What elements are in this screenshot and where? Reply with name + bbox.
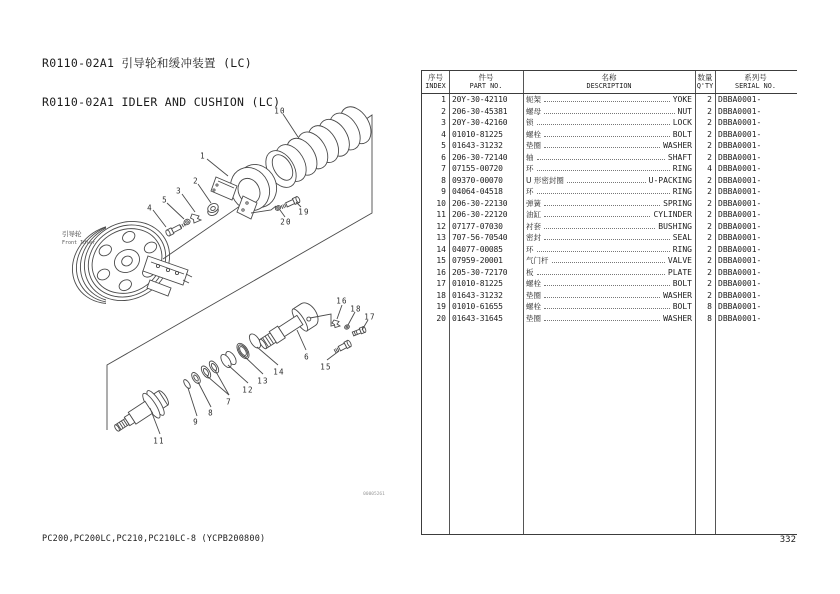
cell-qty: 2 [707,233,712,242]
cell-index: 5 [441,141,446,150]
dotted-leader [544,301,670,309]
description-cn: 衬套 [526,221,541,231]
cell-index: 13 [436,233,446,242]
cell-description [523,152,695,164]
part-callout-2: 2 [193,176,199,186]
nut-drawing [206,202,220,218]
description-cn: 环 [526,244,534,254]
cell-description [523,117,695,129]
table-row [422,186,797,198]
cell-description [523,163,695,175]
description-en: RING [672,164,692,173]
cell-index: 16 [436,267,446,277]
callout-leader-line [198,184,211,203]
cell-qty: 2 [707,175,712,185]
cell-serial: DBBA0001- [718,198,762,208]
cell-description [523,255,695,267]
cell-index: 19 [436,302,446,311]
table-row [422,301,797,313]
dotted-leader [567,175,646,183]
cell-serial: DBBA0001- [718,152,762,162]
part-callout-9: 9 [193,417,199,427]
cell-part-no: 01010-81225 [452,129,503,139]
cell-index: 7 [441,164,446,173]
cell-qty: 4 [707,164,712,173]
cell-serial: DBBA0001- [718,244,762,254]
cell-index: 14 [436,244,446,254]
table-row [422,94,797,106]
cell-part-no: 07177-07030 [452,221,503,231]
part-callout-19: 19 [298,207,310,217]
header-part-no [449,71,523,93]
description-en: SHAFT [667,152,692,162]
description-cn: 垫圈 [526,290,541,300]
table-row [422,163,797,175]
cell-serial: DBBA0001- [718,141,762,150]
cell-serial: DBBA0001- [718,313,762,323]
dotted-leader [544,198,660,206]
table-row [422,152,797,164]
cell-qty: 2 [707,118,712,127]
description-cn: 垫圈 [526,141,541,150]
cell-description [523,301,695,313]
part-callout-13: 13 [257,376,269,386]
cell-qty: 2 [707,210,712,219]
description-en: RING [672,187,692,196]
cell-serial: DBBA0001- [718,233,762,242]
cell-part-no: 01010-81225 [452,279,503,288]
cell-qty: 2 [707,95,712,104]
description-en: U-PACKING [648,175,692,185]
cell-qty: 2 [707,141,712,150]
cell-serial: DBBA0001- [718,175,762,185]
cell-part-no: 07959-20001 [452,256,503,265]
cell-description [523,198,695,210]
description-cn: 油缸 [526,210,541,219]
description-cn: 环 [526,164,534,173]
cell-qty: 2 [707,198,712,208]
cell-qty: 2 [707,244,712,254]
description-en: PLATE [667,267,692,277]
table-row [422,313,797,325]
description-en: WASHER [663,290,692,300]
table-row [422,255,797,267]
table-row [422,117,797,129]
description-en: SPRING [663,198,692,208]
cell-index: 9 [441,187,446,196]
cell-qty: 2 [707,106,712,116]
callout-leader-line [348,312,355,325]
description-en: LOCK [672,118,692,127]
callout-leader-line [244,356,263,374]
part-callout-4: 4 [147,203,153,213]
cell-index: 6 [441,152,446,162]
cell-index: 10 [436,198,446,208]
part-callout-6: 6 [304,352,310,362]
description-en: BOLT [672,302,692,311]
header-serial-en: SERIAL NO. [735,82,776,90]
description-en: WASHER [663,141,692,150]
dotted-leader [537,152,665,160]
cell-index: 2 [441,106,446,116]
cell-index: 12 [436,221,446,231]
header-serial-cn: 系列号 [744,73,767,82]
dotted-leader [544,94,670,102]
description-en: SEAL [672,233,692,242]
description-en: YOKE [672,95,692,104]
callout-leader-line [257,347,278,365]
description-cn: 密封 [526,233,541,242]
cell-part-no: 04064-04518 [452,187,503,196]
dotted-leader [537,117,670,125]
cell-part-no: 205-30-72170 [452,267,508,277]
cell-qty: 8 [707,313,712,323]
cell-serial: DBBA0001- [718,221,762,231]
cell-qty: 8 [707,302,712,311]
description-cn: 板 [526,267,534,277]
page-title-en: R0110-02A1 IDLER AND CUSHION (LC) [42,95,281,109]
callout-leader-line [228,365,248,383]
dotted-leader [544,221,655,229]
part-callout-17: 17 [364,312,376,322]
cell-qty: 2 [707,290,712,300]
cell-serial: DBBA0001- [718,164,762,173]
dotted-leader [544,129,670,137]
description-en: BOLT [672,129,692,139]
table-row [422,244,797,256]
cell-index: 1 [441,95,446,104]
cell-part-no: 01010-61655 [452,302,503,311]
header-index-cn: 序号 [428,73,443,82]
cell-serial: DBBA0001- [718,129,762,139]
part-callout-18: 18 [350,304,362,314]
description-en: WASHER [663,313,692,323]
description-cn: 锁 [526,118,534,127]
cell-description [523,313,695,325]
cell-description [523,267,695,279]
cylinder-drawing [254,299,322,356]
dotted-leader [537,267,665,275]
header-serial [715,71,796,93]
description-cn: 螺栓 [526,302,541,311]
part-callout-3: 3 [176,186,182,196]
description-cn: 轴 [526,152,534,162]
header-description-en: DESCRIPTION [586,82,632,90]
header-qty-cn: 数量 [697,73,713,82]
lock-drawing [191,214,202,223]
part-callout-1: 1 [200,151,206,161]
cell-part-no: 01643-31645 [452,313,503,323]
header-qty-en: Q'TY [696,82,714,90]
shaft-drawing [108,384,174,441]
part-callout-5: 5 [162,195,168,205]
cell-part-no: 04077-00085 [452,244,503,254]
description-en: RING [672,244,692,254]
description-en: VALVE [667,256,692,265]
cell-qty: 2 [707,279,712,288]
cell-description [523,232,695,244]
dotted-leader [544,106,675,114]
callout-leader-line [167,203,184,219]
wheel-label-cn: 引导轮 [62,230,82,238]
header-part-no-cn: 件号 [478,73,494,82]
bushing-drawing [219,350,238,370]
table-body [422,94,797,324]
table-row [422,198,797,210]
cell-description [523,290,695,302]
cell-description [523,175,695,187]
part-callout-20: 20 [280,217,292,227]
description-cn: 气门杆 [526,256,549,265]
cell-serial: DBBA0001- [718,290,762,300]
cell-description [523,129,695,141]
washer18-drawing [344,324,350,330]
cell-part-no: 01643-31232 [452,141,503,150]
description-cn: 螺栓 [526,279,541,288]
part-callout-8: 8 [208,408,214,418]
dotted-leader [537,163,670,171]
ring8-drawing [190,371,202,385]
table-row [422,175,797,187]
description-cn: 螺栓 [526,129,541,139]
description-cn: U 形密封圈 [526,175,564,185]
callout-leader-line [297,330,306,350]
cell-part-no: 20Y-30-42110 [452,95,508,104]
description-en: BOLT [672,279,692,288]
dotted-leader [552,255,665,263]
header-qty [695,71,715,93]
dotted-leader [544,313,660,321]
cell-qty: 2 [707,187,712,196]
cell-serial: DBBA0001- [718,187,762,196]
cell-qty: 2 [707,221,712,231]
cell-part-no: 20Y-30-42160 [452,118,508,127]
description-en: CYLINDER [653,210,692,219]
wheel-label-en: Front Idler [62,240,96,246]
clip16-drawing [332,320,340,328]
dotted-leader [537,186,670,194]
cell-serial: DBBA0001- [718,279,762,288]
cell-serial: DBBA0001- [718,267,762,277]
cell-description [523,106,695,118]
cell-index: 18 [436,290,446,300]
page-number: 332 [779,535,796,545]
callout-leader-line [283,114,298,137]
cell-serial: DBBA0001- [718,106,762,116]
cell-qty: 2 [707,152,712,162]
cell-description [523,244,695,256]
cell-description [523,221,695,233]
footer-models: PC200,PC200LC,PC210,PC210LC-8 (YCPB200800) [42,534,266,544]
table-row [422,129,797,141]
header-index [422,71,449,93]
figure-code: 00005261 [363,492,385,497]
cell-part-no: 206-30-22120 [452,210,508,219]
cell-index: 17 [436,279,446,288]
callout-leader-line [215,370,229,395]
cell-index: 11 [436,210,446,219]
cell-serial: DBBA0001- [718,118,762,127]
table-header [422,71,797,94]
callout-leader-line [280,210,285,217]
cell-qty: 2 [707,267,712,277]
part-callout-7: 7 [226,397,232,407]
description-en: BUSHING [658,221,692,231]
callout-leader-line [188,388,197,416]
cell-description [523,94,695,106]
cell-serial: DBBA0001- [718,302,762,311]
cell-description [523,140,695,152]
cell-index: 4 [441,129,446,139]
table-row [422,290,797,302]
cell-qty: 2 [707,256,712,265]
ring9-drawing [182,379,191,390]
header-index-en: INDEX [425,82,446,90]
seal-drawing [234,341,251,360]
description-cn: 螺母 [526,106,541,116]
cell-serial: DBBA0001- [718,95,762,104]
cell-description [523,278,695,290]
callout-leader-line [153,210,166,227]
parts-table [421,70,797,535]
table-row [422,278,797,290]
dotted-leader [537,244,670,252]
page-title-cn: R0110-02A1 引导轮和缓冲装置 (LC) [42,56,252,70]
valve15-drawing [333,340,352,354]
part-callout-10: 10 [274,106,286,116]
description-cn: 轭架 [526,95,541,104]
dotted-leader [544,278,670,286]
header-description [523,71,695,93]
dotted-leader [544,232,670,240]
dotted-leader [544,209,650,217]
part-callout-12: 12 [242,385,254,395]
cell-index: 15 [436,256,446,265]
ring7-drawing [199,359,220,379]
cell-part-no: 206-30-72140 [452,152,508,162]
callout-leader-line [207,376,229,395]
table-row [422,209,797,221]
cell-part-no: 07155-00720 [452,164,503,173]
callout-leader-line [327,351,339,360]
cell-part-no: 01643-31232 [452,290,503,300]
bolt17-drawing [352,326,367,337]
table-row [422,267,797,279]
dotted-leader [544,140,660,148]
table-row [422,140,797,152]
bolt4-drawing [165,222,186,237]
cell-index: 20 [436,313,446,323]
cell-serial: DBBA0001- [718,256,762,265]
callout-leader-line [337,305,342,319]
cell-serial: DBBA0001- [718,210,762,219]
description-cn: 弹簧 [526,198,541,208]
part-callout-14: 14 [273,367,285,377]
callout-leader-line [182,194,195,212]
cell-part-no: 09370-00070 [452,175,503,185]
cell-qty: 2 [707,129,712,139]
header-part-no-en: PART NO. [469,82,503,90]
cell-part-no: 206-30-45381 [452,106,508,116]
callout-leader-line [198,382,211,407]
cell-index: 8 [441,175,446,185]
part-callout-11: 11 [153,436,165,446]
description-en: NUT [677,106,692,116]
cell-description [523,209,695,221]
callout-leader-line [207,159,228,176]
table-row [422,106,797,118]
cell-part-no: 206-30-22130 [452,198,508,208]
header-description-cn: 名称 [601,73,617,82]
description-cn: 环 [526,187,534,196]
description-cn: 垫圈 [526,313,541,323]
table-row [422,232,797,244]
cell-index: 3 [441,118,446,127]
table-row [422,221,797,233]
part-callout-16: 16 [336,296,348,306]
part-callout-15: 15 [320,362,332,372]
dotted-leader [544,290,660,298]
cell-part-no: 707-56-70540 [452,233,508,242]
cell-description [523,186,695,198]
